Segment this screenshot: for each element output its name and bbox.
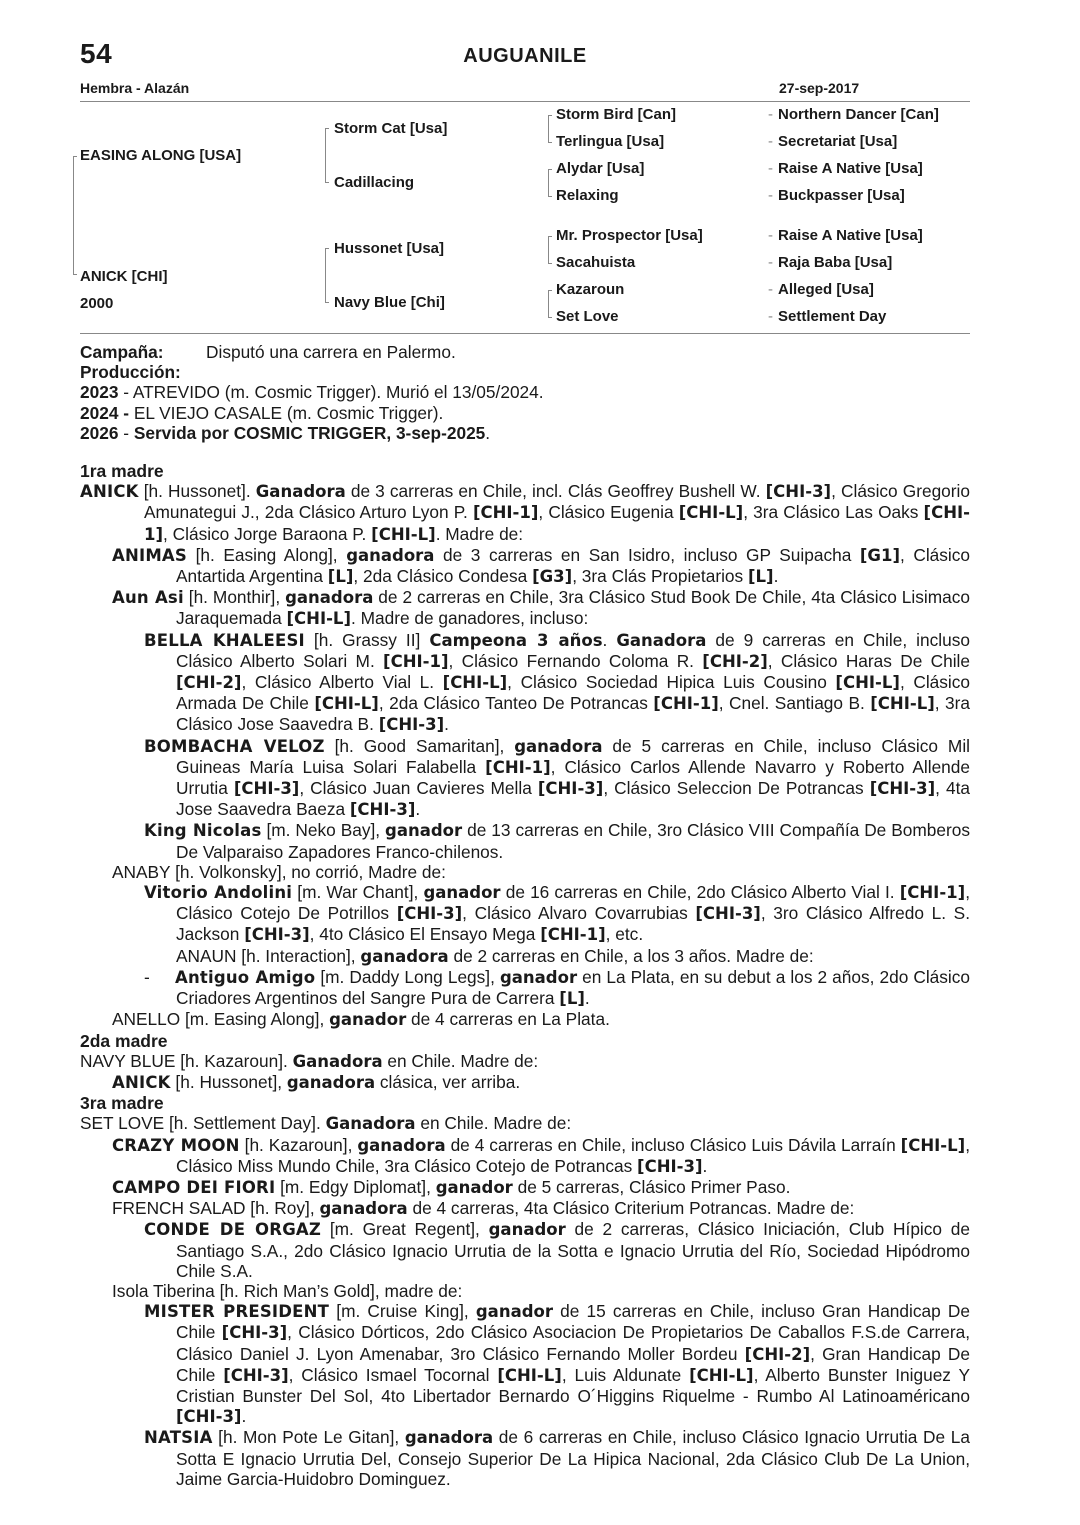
highlight: [CHI-1] bbox=[472, 503, 539, 523]
entry-text: . bbox=[773, 566, 779, 587]
entry-text: [h. Good Samaritan], bbox=[324, 735, 515, 756]
highlight: Ganadora bbox=[255, 482, 346, 502]
highlight: [CHI-3] bbox=[637, 1156, 703, 1176]
entry-text: , Clásico Sociedad Hipica Luis Cousino bbox=[507, 672, 836, 693]
entry-text: , Cnel. Santiago B. bbox=[718, 693, 871, 714]
highlight: [CHI-L] bbox=[442, 673, 508, 693]
highlight: [CHI-1] bbox=[144, 503, 970, 544]
entry-text: de 5 carreras en Chile, incluso Clásico Mil Guineas María Luisa Solari Falabella bbox=[176, 735, 971, 777]
entry-text: de 13 carreras en Chile, 3ro Clásico VIII Compañía De Bomberos De Valparaiso Zapadores Franco-chilenos. bbox=[176, 820, 970, 862]
bracket-line bbox=[548, 115, 549, 142]
highlight: ganadora bbox=[285, 588, 374, 608]
entry-text: de 3 carreras en Chile, incl. Clás Geoffrey Bushell W. bbox=[345, 481, 766, 502]
pedigree-gen3: Set Love bbox=[556, 308, 619, 325]
entry-text: , 3ra Clásico Las Oaks bbox=[743, 502, 924, 523]
pedigree-sire: EASING ALONG [USA] bbox=[80, 147, 242, 164]
highlight: [CHI-L] bbox=[870, 694, 935, 714]
pedigree-entry bbox=[80, 946, 970, 967]
pedigree-gen3: Relaxing bbox=[556, 187, 619, 204]
entry-text: , Alberto Bunster Iniguez Y Cristian Bunster Del Sol, 4to Libertador Bernardo O´Higgins Riquelme - Rumbo Al Latinoaméricano bbox=[176, 1364, 970, 1406]
pedigree-entry bbox=[80, 820, 970, 861]
highlight: [CHI-1] bbox=[485, 757, 551, 777]
pedigree-entry bbox=[80, 1219, 970, 1281]
pedigree-gen4: - Northern Dancer [Can] bbox=[768, 106, 939, 123]
entry-text: , etc. bbox=[605, 924, 644, 945]
bracket-tick bbox=[325, 302, 329, 303]
production-list bbox=[80, 382, 970, 443]
entry-text: en Chile. Madre de: bbox=[382, 1050, 539, 1071]
highlight: [L] bbox=[327, 567, 354, 587]
horse-name: CONDE DE ORGAZ bbox=[144, 1220, 322, 1240]
production-label: Producción: bbox=[80, 362, 181, 383]
pedigree-entry bbox=[80, 1051, 970, 1072]
pedigree-entry bbox=[80, 1281, 970, 1301]
pedigree-entry bbox=[80, 1198, 970, 1219]
pedigree-gen4: - Alleged [Usa] bbox=[768, 281, 874, 298]
pedigree-gen3: Sacahuista bbox=[556, 254, 636, 271]
entry-text: , Clásico Haras De Chile bbox=[767, 650, 970, 671]
highlight: [CHI-L] bbox=[835, 673, 900, 693]
highlight: [CHI-2] bbox=[176, 673, 242, 693]
entry-text: . Madre de: bbox=[435, 523, 524, 544]
entry-text: . bbox=[241, 1406, 247, 1427]
pedigree-entry bbox=[80, 1072, 970, 1093]
entry-text: . Madre de ganadores, incluso: bbox=[351, 608, 589, 629]
entry-text: FRENCH SALAD [h. Roy], bbox=[112, 1198, 320, 1219]
entry-text: [h. Easing Along], bbox=[187, 544, 347, 565]
entry-text: de 4 carreras en La Plata. bbox=[406, 1009, 610, 1030]
entry-text: [h. Monthir], bbox=[183, 587, 286, 608]
pedigree-entry bbox=[80, 1113, 970, 1134]
section-title: 3ra madre bbox=[80, 1093, 164, 1114]
horse-name: ANICK bbox=[112, 1072, 171, 1092]
entry-text: , Gran Handicap De Chile bbox=[176, 1343, 970, 1385]
highlight: [CHI-3] bbox=[695, 904, 761, 924]
pedigree-entry bbox=[80, 736, 970, 821]
bracket-tick bbox=[548, 290, 552, 291]
pedigree-gen4: - Secretariat [Usa] bbox=[768, 133, 898, 150]
entry-text: [h. Grassy II] bbox=[304, 629, 430, 650]
campaign-line bbox=[80, 342, 970, 362]
highlight: [CHI-3] bbox=[869, 779, 936, 799]
entry-text: ANAUN [h. Interaction], bbox=[176, 945, 361, 966]
highlight: [CHI-L] bbox=[900, 1135, 966, 1155]
entry-text: de 15 carreras en Chile, incluso Gran Handicap De Chile bbox=[176, 1301, 970, 1343]
entry-text: NAVY BLUE [h. Kazaroun]. bbox=[80, 1050, 293, 1071]
horse-name: Aun Asi bbox=[112, 588, 184, 608]
highlight: Campeona 3 años bbox=[429, 630, 603, 650]
pedigree-entry bbox=[80, 1427, 970, 1489]
campaign-label: Campaña: bbox=[80, 342, 164, 362]
highlight: [CHI-3] bbox=[176, 1407, 242, 1427]
horse-name: NATSIA bbox=[144, 1428, 213, 1448]
bracket-tick bbox=[548, 115, 552, 116]
sex-color: Hembra - Alazán bbox=[80, 80, 190, 96]
pedigree-dam: ANICK [CHI] bbox=[80, 268, 168, 285]
horse-name: MISTER PRESIDENT bbox=[144, 1302, 330, 1322]
highlight: [CHI-1] bbox=[383, 651, 449, 671]
highlight: Ganadora bbox=[292, 1051, 383, 1071]
highlight: [CHI-L] bbox=[497, 1365, 562, 1385]
entry-text: , 3ro Clásico Alfredo L. S. Jackson bbox=[176, 903, 970, 945]
horse-name: ANICK bbox=[80, 482, 139, 502]
highlight: Ganadora bbox=[616, 630, 707, 650]
highlight: [CHI-3] bbox=[396, 904, 463, 924]
pedigree-gen4: - Raise A Native [Usa] bbox=[768, 227, 923, 244]
highlight: [CHI-2] bbox=[744, 1344, 811, 1364]
highlight: ganador bbox=[475, 1302, 553, 1322]
bracket-tick bbox=[548, 317, 552, 318]
entry-text: ANELLO [m. Easing Along], bbox=[112, 1009, 330, 1030]
entry-text: [h. Kazaroun], bbox=[239, 1134, 358, 1155]
entry-text: , Clásico Juan Cavieres Mella bbox=[299, 778, 538, 799]
pedigree-gen4: - Settlement Day bbox=[768, 308, 887, 325]
bracket-line bbox=[325, 248, 326, 302]
entry-text: , 3ra Clás Propietarios bbox=[572, 566, 748, 587]
highlight: [CHI-L] bbox=[314, 694, 379, 714]
entry-text: , Clásico Armada De Chile bbox=[176, 672, 971, 714]
entry-text: , Clásico Miss Mundo Chile, 3ra Clásico Cotejo de Potrancas bbox=[176, 1134, 970, 1176]
horse-name: AUGUANILE bbox=[463, 45, 587, 67]
bracket-line bbox=[325, 128, 326, 182]
section-title: 1ra madre bbox=[80, 461, 164, 482]
entry-text: [m. War Chant], bbox=[292, 882, 424, 903]
entry-text: SET LOVE [h. Settlement Day]. bbox=[80, 1113, 326, 1134]
entry-text: , 4to Clásico El Ensayo Mega bbox=[309, 924, 541, 945]
entry-text: , Clásico Carlos Allende Navarro y Roberto Allende Urrutia bbox=[176, 756, 971, 799]
entry-text: de 2 carreras, Clásico Iniciación, Club Hípico de Santiago S.A., 2do Clásico Ignacio Urrutia de la Sotta e Ignacio Urrutia del Río, Sociedad Hipódromo Chile S.A. bbox=[176, 1219, 970, 1281]
horse-name: Vitorio Andolini bbox=[144, 883, 293, 903]
birth-date: 27-sep-2017 bbox=[779, 80, 860, 96]
highlight: [CHI-1] bbox=[653, 694, 719, 714]
entry-text: . bbox=[584, 988, 590, 1009]
bracket-tick bbox=[73, 274, 77, 275]
highlight: Ganadora bbox=[325, 1114, 416, 1134]
pedigree-entry bbox=[80, 1135, 970, 1177]
entry-text: [h. Mon Pote Le Gitan], bbox=[212, 1427, 405, 1448]
bracket-tick bbox=[548, 196, 552, 197]
entry-text: [m. Edgy Diplomat], bbox=[275, 1176, 436, 1197]
pedigree-entry bbox=[80, 545, 970, 587]
entry-text: . bbox=[415, 799, 421, 820]
bracket-tick bbox=[325, 182, 329, 183]
horse-name: King Nicolas bbox=[144, 821, 262, 841]
pedigree-entry bbox=[80, 481, 970, 545]
highlight: ganadora bbox=[357, 1135, 446, 1155]
entry-text: , Clásico Antartida Argentina bbox=[176, 544, 971, 587]
entry-text: . bbox=[702, 1155, 708, 1176]
highlight: [CHI-3] bbox=[233, 779, 300, 799]
pedigree-entry bbox=[80, 587, 970, 629]
entry-text: , Clásico Alvaro Covarrubias bbox=[462, 903, 696, 924]
highlight: [CHI-3] bbox=[378, 715, 445, 735]
pedigree-entry bbox=[80, 1177, 970, 1198]
pedigree-gen4: - Buckpasser [Usa] bbox=[768, 187, 905, 204]
entry-text: [m. Daddy Long Legs], bbox=[315, 966, 500, 987]
pedigree-gen3: Terlingua [Usa] bbox=[556, 133, 665, 150]
pedigree-entry bbox=[80, 967, 970, 1009]
entry-text: en Chile. Madre de: bbox=[415, 1113, 572, 1134]
highlight: [L] bbox=[559, 989, 585, 1009]
bracket-line bbox=[73, 156, 74, 274]
entry-text: ANABY [h. Volkonsky], no corrió, Madre de: bbox=[112, 861, 446, 882]
pedigree-gen4: - Raja Baba [Usa] bbox=[768, 254, 893, 271]
entry-text: . bbox=[602, 629, 617, 650]
horse-name: CAMPO DEI FIORI bbox=[112, 1177, 276, 1197]
pedigree-entry bbox=[80, 1301, 970, 1427]
pedigree-gen2: Navy Blue [Chi] bbox=[334, 294, 445, 311]
entry-text: , Clásico Fernando Coloma R. bbox=[448, 650, 703, 671]
highlight: [CHI-L] bbox=[371, 524, 436, 544]
highlight: ganador bbox=[488, 1220, 566, 1240]
section-title: 2da madre bbox=[80, 1030, 168, 1051]
highlight: [CHI-3] bbox=[221, 1323, 288, 1343]
pedigree-gen3: Storm Bird [Can] bbox=[556, 106, 676, 123]
entry-text: de 4 carreras, 4ta Clásico Criterium Potrancas. Madre de: bbox=[407, 1198, 855, 1219]
highlight: [G3] bbox=[532, 567, 573, 587]
pedigree-gen3: Kazaroun bbox=[556, 281, 625, 298]
entry-text: , Clásico Cotejo De Potrillos bbox=[176, 882, 970, 924]
entry-text: , Clásico Jorge Baraona P. bbox=[163, 523, 372, 544]
highlight: ganador bbox=[435, 1177, 513, 1197]
top-rule bbox=[80, 101, 970, 102]
horse-name: BOMBACHA VELOZ bbox=[144, 736, 325, 756]
production-item: 2026 - Servida por COSMIC TRIGGER, 3-sep-2025. bbox=[80, 422, 491, 443]
highlight: [G1] bbox=[859, 545, 900, 565]
bracket-tick bbox=[325, 128, 329, 129]
entry-text: , 3ra Clásico Jose Saavedra B. bbox=[176, 693, 970, 735]
horse-name: BELLA KHALEESI bbox=[144, 630, 305, 650]
bracket-tick bbox=[548, 236, 552, 237]
entry-text: , Clásico Seleccion De Potrancas bbox=[603, 778, 870, 799]
highlight: [CHI-2] bbox=[702, 651, 768, 671]
production-item: 2023 - ATREVIDO (m. Cosmic Trigger). Murió el 13/05/2024. bbox=[80, 382, 544, 403]
entry-text: de 2 carreras en Chile, a los 3 años. Madre de: bbox=[448, 945, 814, 966]
entry-text: de 2 carreras en Chile, 3ra Clásico Stud Book De Chile, 4ta Clásico Lisimaco Jaraquemada bbox=[176, 587, 970, 629]
horse-name: Antiguo Amigo bbox=[174, 967, 316, 987]
pedigree-gen3: Alydar [Usa] bbox=[556, 160, 645, 177]
highlight: ganadora bbox=[286, 1072, 376, 1092]
entry-text: , Clásico Gregorio Amunategui J., 2da Clásico Arturo Lyon P. bbox=[144, 481, 970, 523]
pedigree-gen2: Hussonet [Usa] bbox=[334, 240, 445, 257]
entry-text: [m. Cruise King], bbox=[329, 1301, 476, 1322]
campaign-text: Disputó una carrera en Palermo. bbox=[206, 342, 456, 362]
highlight: [CHI-3] bbox=[244, 925, 310, 945]
pedigree-entry bbox=[80, 1009, 970, 1030]
highlight: ganadora bbox=[404, 1428, 494, 1448]
entry-text: - bbox=[144, 966, 175, 987]
bracket-tick bbox=[548, 169, 552, 170]
entry-text: [h. Hussonet], bbox=[170, 1071, 287, 1092]
bracket-tick bbox=[325, 248, 329, 249]
entry-text: , 2da Clásico Tanteo De Potrancas bbox=[378, 693, 654, 714]
pedigree-dam-year: 2000 bbox=[80, 295, 114, 312]
production-item: 2024 - EL VIEJO CASALE (m. Cosmic Trigger). bbox=[80, 402, 444, 423]
bracket-line bbox=[548, 236, 549, 263]
pedigree-gen4: - Raise A Native [Usa] bbox=[768, 160, 923, 177]
entry-text: , Luis Aldunate bbox=[561, 1364, 690, 1385]
pedigree-gen2: Cadillacing bbox=[334, 174, 415, 191]
entry-text: de 16 carreras en Chile, 2do Clásico Alberto Vial I. bbox=[500, 882, 900, 903]
pedigree-gen3: Mr. Prospector [Usa] bbox=[556, 227, 703, 244]
entry-text: en La Plata, en su debut a los 2 años, 2do Clásico Criadores Argentinos del Sangre Pura de Carrera bbox=[176, 966, 971, 1009]
entry-text: , Clásico Ismael Tocornal bbox=[288, 1364, 498, 1385]
bracket-tick bbox=[548, 263, 552, 264]
horse-name: ANIMAS bbox=[112, 545, 187, 565]
highlight: ganadora bbox=[514, 736, 603, 756]
entry-text: [m. Great Regent], bbox=[321, 1219, 489, 1240]
entry-text: de 6 carreras en Chile, incluso Clásico Ignacio Urrutia De La Sotta E Ignacio Urrutia Del, Consejo Superior De La Hipica Nacional, 2da Clásico Club De La Union, Jaime Garcia-Huidobro Dominguez. bbox=[176, 1427, 970, 1489]
entry-text: de 4 carreras en Chile, incluso Clásico Luis Dávila Larraín bbox=[445, 1134, 901, 1155]
horse-name: CRAZY MOON bbox=[112, 1135, 240, 1155]
pedigree-entry bbox=[80, 630, 970, 736]
page-number: 54 bbox=[80, 38, 113, 69]
pedigree-gen2: Storm Cat [Usa] bbox=[334, 120, 448, 137]
highlight: ganador bbox=[423, 883, 501, 903]
highlight: ganadora bbox=[360, 946, 449, 966]
highlight: ganador bbox=[385, 821, 463, 841]
entry-text: Isola Tiberina [h. Rich Man’s Gold], madre de: bbox=[112, 1280, 463, 1301]
entry-text: , Clásico Eugenia bbox=[538, 502, 679, 523]
entry-text: [m. Neko Bay], bbox=[261, 820, 386, 841]
highlight: [CHI-3] bbox=[765, 482, 832, 502]
entry-text: de 3 carreras en San Isidro, incluso GP Suipacha bbox=[434, 544, 860, 565]
highlight: [CHI-3] bbox=[537, 779, 604, 799]
highlight: [CHI-L] bbox=[678, 503, 744, 523]
bracket-tick bbox=[73, 156, 77, 157]
highlight: [CHI-1] bbox=[540, 925, 606, 945]
highlight: [CHI-1] bbox=[899, 883, 966, 903]
entry-text: . bbox=[444, 714, 449, 735]
pedigree-entry bbox=[80, 882, 970, 946]
entry-text: de 9 carreras en Chile, incluso Clásico Alberto Solari M. bbox=[176, 629, 970, 671]
pedigree-entry bbox=[80, 862, 970, 882]
entry-text: , 4ta Jose Saavedra Baeza bbox=[176, 778, 970, 820]
entry-text: [h. Hussonet]. bbox=[138, 481, 256, 502]
entry-text: , Clásico Dórticos, 2do Clásico Asociacion De Propietarios De Caballos F.S.de Carrera, Clásico Daniel J. Lyon Amenabar, 3ro Clásico Fernando Moller Bordeu bbox=[176, 1322, 971, 1364]
highlight: ganadora bbox=[319, 1199, 408, 1219]
pedigree-bottom-rule bbox=[80, 333, 970, 334]
highlight: [CHI-3] bbox=[349, 800, 416, 820]
highlight: [CHI-3] bbox=[223, 1365, 289, 1385]
bracket-tick bbox=[548, 142, 552, 143]
highlight: ganador bbox=[329, 1010, 407, 1030]
bracket-line bbox=[548, 169, 549, 196]
highlight: [L] bbox=[747, 567, 774, 587]
entry-text: , Clásico Alberto Vial L. bbox=[241, 672, 443, 693]
highlight: ganador bbox=[499, 967, 578, 987]
highlight: ganadora bbox=[346, 545, 435, 565]
entry-text: clásica, ver arriba. bbox=[375, 1071, 521, 1092]
entry-text: , 2da Clásico Condesa bbox=[353, 566, 533, 587]
body-text bbox=[80, 342, 970, 1489]
dam-line-sections bbox=[80, 461, 970, 1489]
bracket-line bbox=[548, 290, 549, 317]
entry-text: de 5 carreras, Clásico Primer Paso. bbox=[512, 1176, 791, 1197]
highlight: [CHI-L] bbox=[689, 1365, 754, 1385]
highlight: [CHI-L] bbox=[286, 609, 351, 629]
